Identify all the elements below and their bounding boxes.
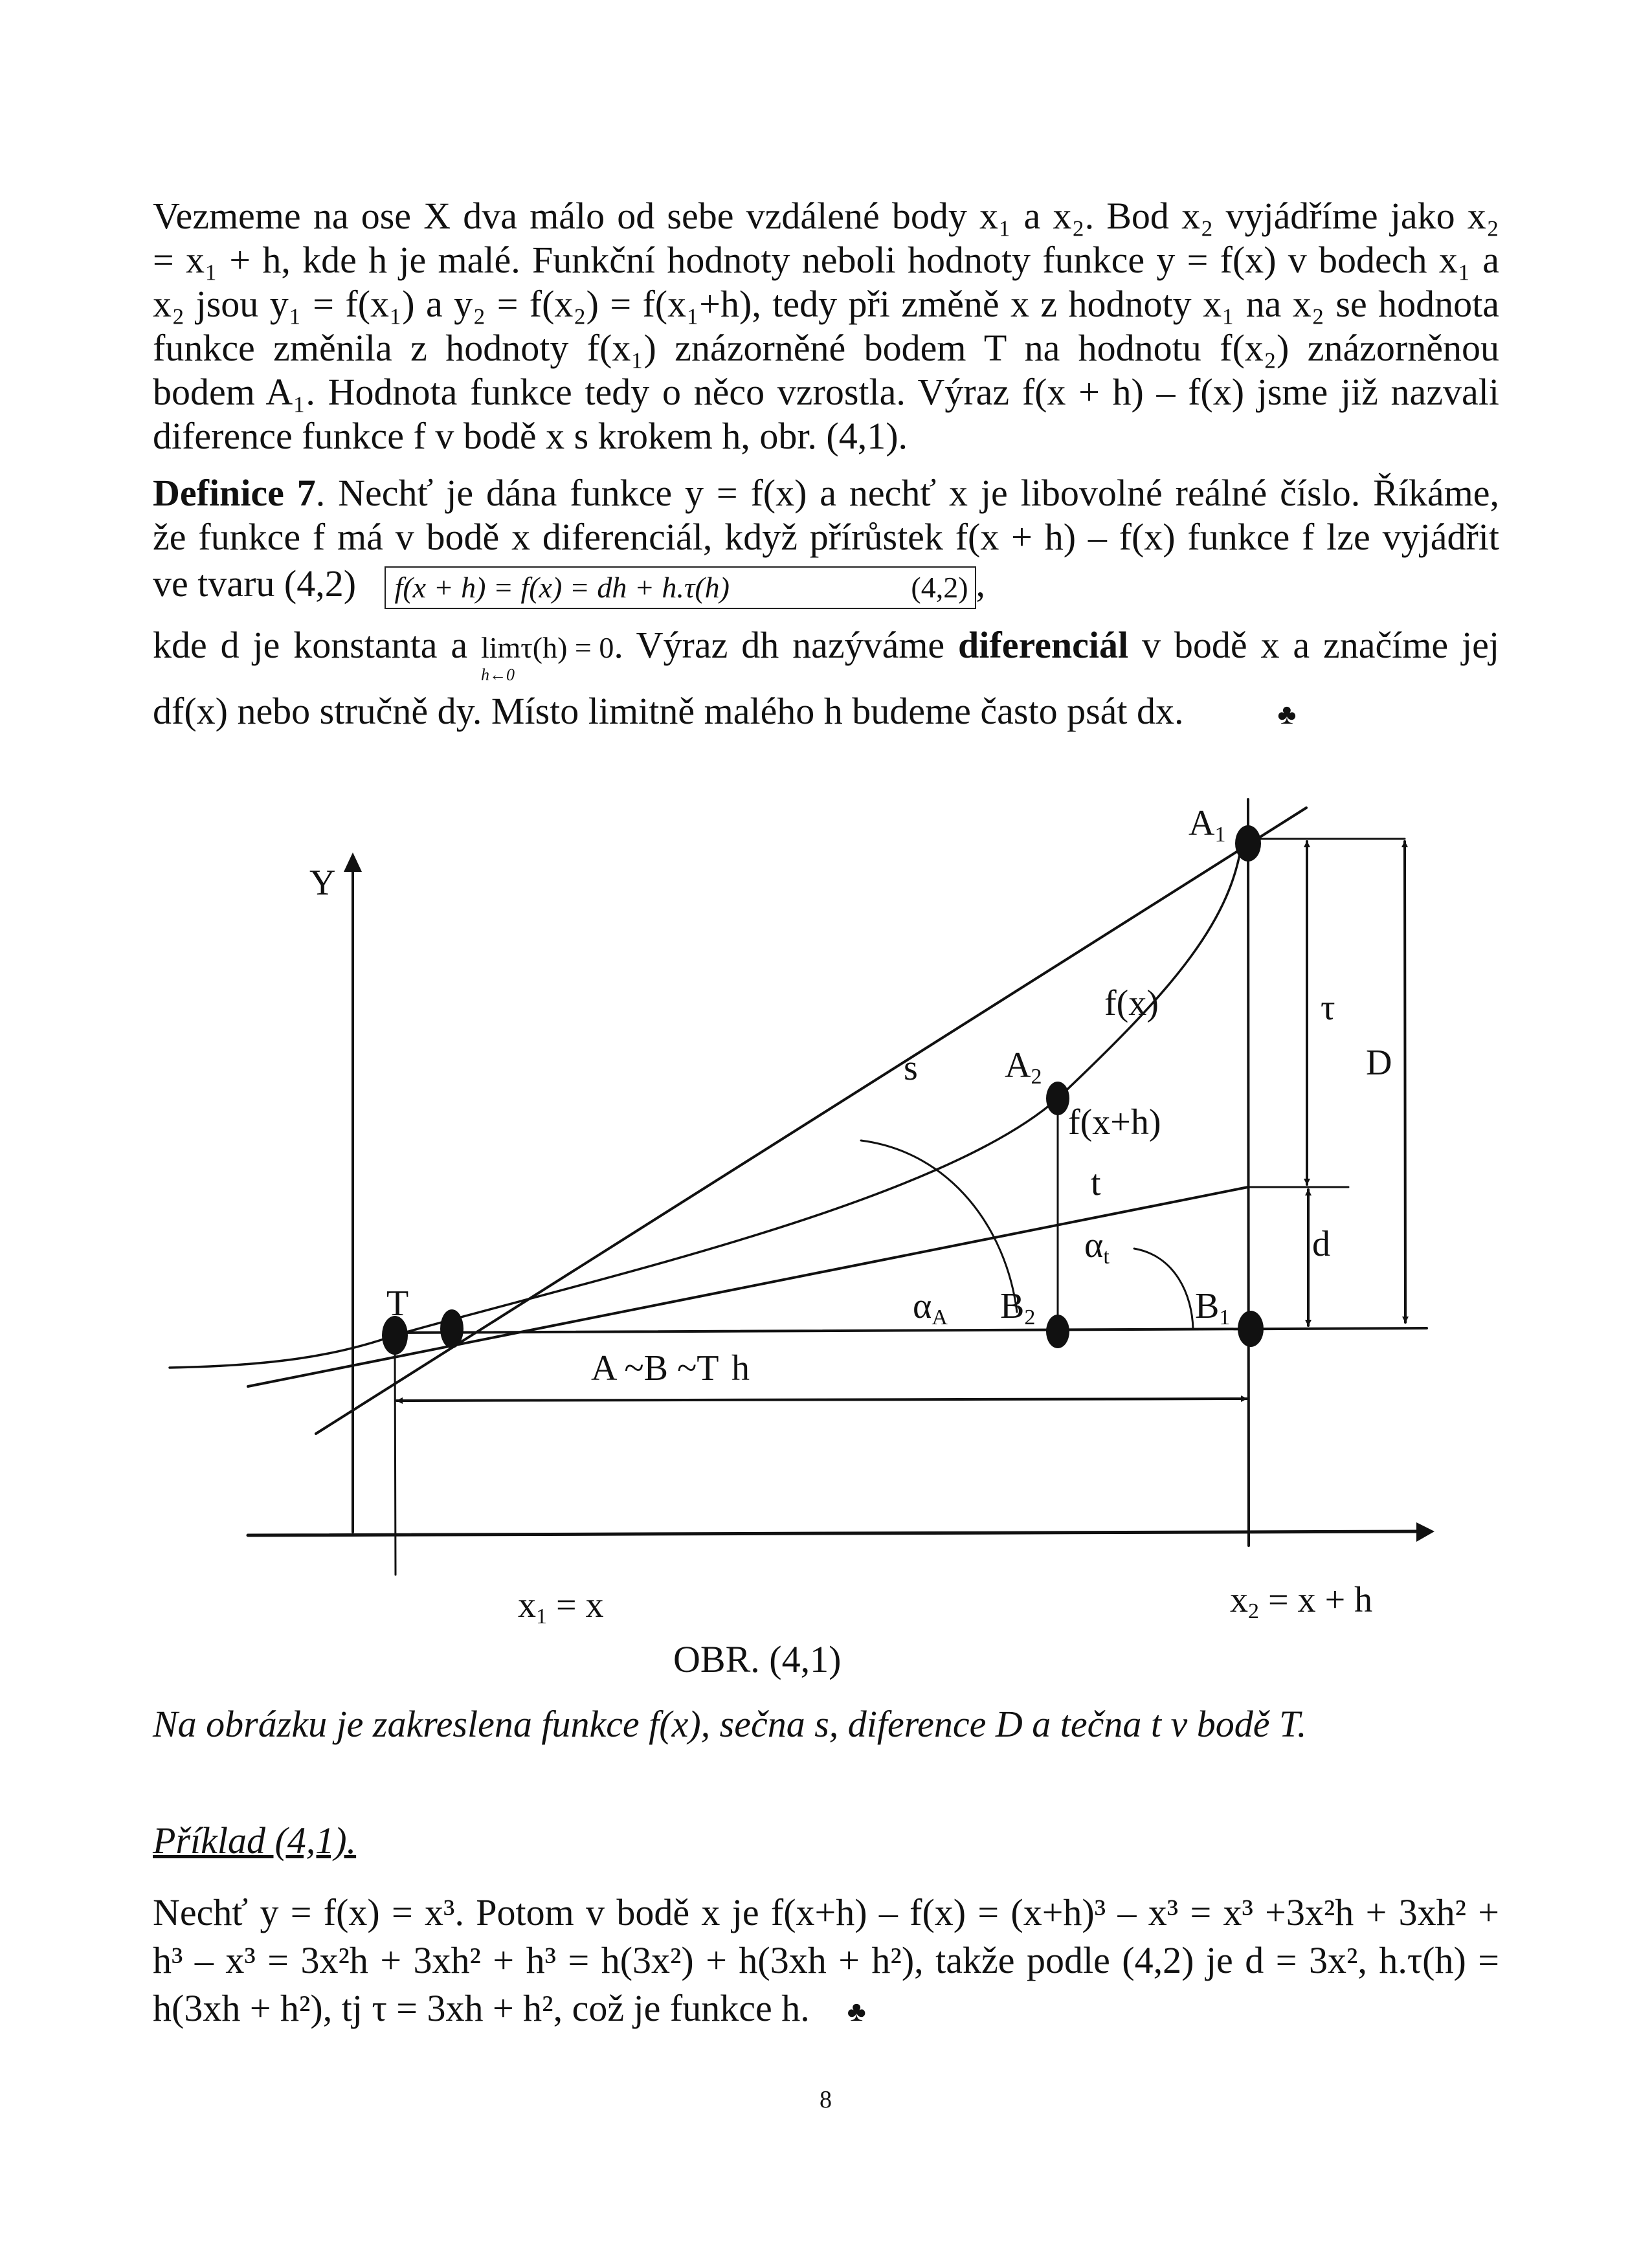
x1-vertical-line: [395, 1346, 396, 1575]
label-T: T: [386, 1284, 409, 1324]
label-t: t: [1091, 1163, 1101, 1203]
definition-line-1: Definice 7. Nechť je dána funkce y = f(x) a nechť x je libovolné reálné číslo. Říkáme,: [153, 472, 1499, 514]
label-A2: A2: [1005, 1045, 1042, 1089]
point-A1: [1235, 825, 1261, 862]
example-paragraph: [153, 1889, 1499, 2036]
label-d: d: [1312, 1224, 1330, 1264]
label-A1: A1: [1189, 803, 1226, 847]
limit-expression: limτ(h) = 0 h←0: [481, 626, 614, 670]
point-A2: [1046, 1082, 1069, 1115]
angle-arc-alpha-t: [1134, 1249, 1193, 1329]
angle-arc-alpha-a: [861, 1140, 1017, 1312]
page-number: 8: [820, 2086, 832, 2113]
example-line: h(3xh + h²), tj τ = 3xh + h², což je funkce h. ♣: [153, 1987, 866, 2029]
label-x1: x1 = x: [518, 1585, 604, 1629]
label-alpha-a: αA: [913, 1286, 948, 1329]
equation-number: (4,2): [911, 570, 968, 604]
club-end-mark-icon: ♣: [1277, 698, 1297, 730]
point-B2: [1046, 1315, 1069, 1348]
label-s: s: [904, 1048, 918, 1088]
limit-subscript: h←0: [480, 665, 515, 684]
baseline-tb1: [395, 1328, 1427, 1333]
figure-caption-title: OBR. (4,1): [673, 1638, 842, 1680]
intro-line: = x₁ + h, kde h je malé. Funkční hodnoty neboli hodnoty funkce y = f(x) v bodech x₁ a: [153, 239, 1499, 281]
intro-line: x₂ jsou y₁ = f(x₁) a y₂ = f(x₂) = f(x₁+h), tedy při změně x z hodnoty x₁ na x₂ se hodnota: [153, 283, 1499, 325]
x-axis: [248, 1531, 1418, 1535]
label-D: D: [1366, 1043, 1392, 1083]
label-B1: B1: [1195, 1286, 1231, 1329]
h-dimension-arrow: [397, 1399, 1247, 1401]
label-alpha-t: αt: [1084, 1225, 1110, 1269]
example-line: h³ – x³ = 3x²h + 3xh² + h³ = h(3x²) + h(3xh + h²), takže podle (4,2) je d = 3x², h.τ(h) =: [153, 1939, 1499, 1981]
intro-line: bodem A₁. Hodnota funkce tedy o něco vzrostla. Výraz f(x + h) – f(x) jsme již nazvali: [153, 371, 1499, 413]
definition-line-5: df(x) nebo stručně dy. Místo limitně malého h budeme často psát dx. ♣: [153, 689, 1297, 732]
label-y-axis: Y: [309, 863, 336, 903]
definition-line-4: kde d je konstanta a limτ(h) = 0 h←0 . Výraz dh nazýváme diferenciál v bodě x a značíme jej: [153, 623, 1499, 670]
club-end-mark-icon: ♣: [847, 1996, 866, 2027]
x2-vertical-line: [1248, 799, 1249, 1546]
y-axis-arrow-icon: [344, 852, 362, 872]
label-tau: τ: [1321, 988, 1335, 1028]
point-A-approx: [440, 1309, 463, 1348]
figure-caption-text: Na obrázku je zakreslena funkce f(x), sečna s, diference D a tečna t v bodě T.: [153, 1703, 1307, 1745]
term-diferencial: diferenciál: [958, 623, 1129, 666]
definition-line-3: ve tvaru (4,2) f(x + h) = f(x) = dh + h.τ(h) (4,2) ,: [153, 562, 1499, 609]
label-x2: x2 = x + h: [1230, 1580, 1373, 1623]
intro-line: diference funkce f v bodě x s krokem h, obr. (4,1).: [153, 415, 908, 457]
point-B1: [1238, 1311, 1264, 1347]
label-fx: f(x): [1104, 983, 1159, 1023]
definition-line-2: že funkce f má v bodě x diferenciál, když přírůstek f(x + h) – f(x) funkce f lze vyjádřit: [153, 516, 1499, 558]
label-a-b-t-approx: A ~B ~T: [591, 1348, 719, 1388]
intro-line: funkce změnila z hodnoty f(x₁) znázorněné bodem T na hodnotu f(x₂) znázorněnou: [153, 327, 1499, 369]
label-B2: B2: [1000, 1286, 1036, 1329]
example-line: Nechť y = f(x) = x³. Potom v bodě x je f(x+h) – f(x) = (x+h)³ – x³ = x³ +3x²h + 3xh² +: [153, 1891, 1499, 1933]
formula: f(x + h) = f(x) = dh + h.τ(h): [394, 570, 730, 604]
intro-line: Vezmeme na ose X dva málo od sebe vzdálené body x₁ a x₂. Bod x₂ vyjádříme jako x₂: [153, 195, 1499, 237]
definition-title: Definice 7: [153, 472, 316, 514]
label-h: h: [731, 1348, 750, 1388]
example-title: Příklad (4,1).: [153, 1819, 357, 1862]
label-fxh: f(x+h): [1068, 1102, 1161, 1142]
x-axis-arrow-icon: [1416, 1522, 1434, 1542]
